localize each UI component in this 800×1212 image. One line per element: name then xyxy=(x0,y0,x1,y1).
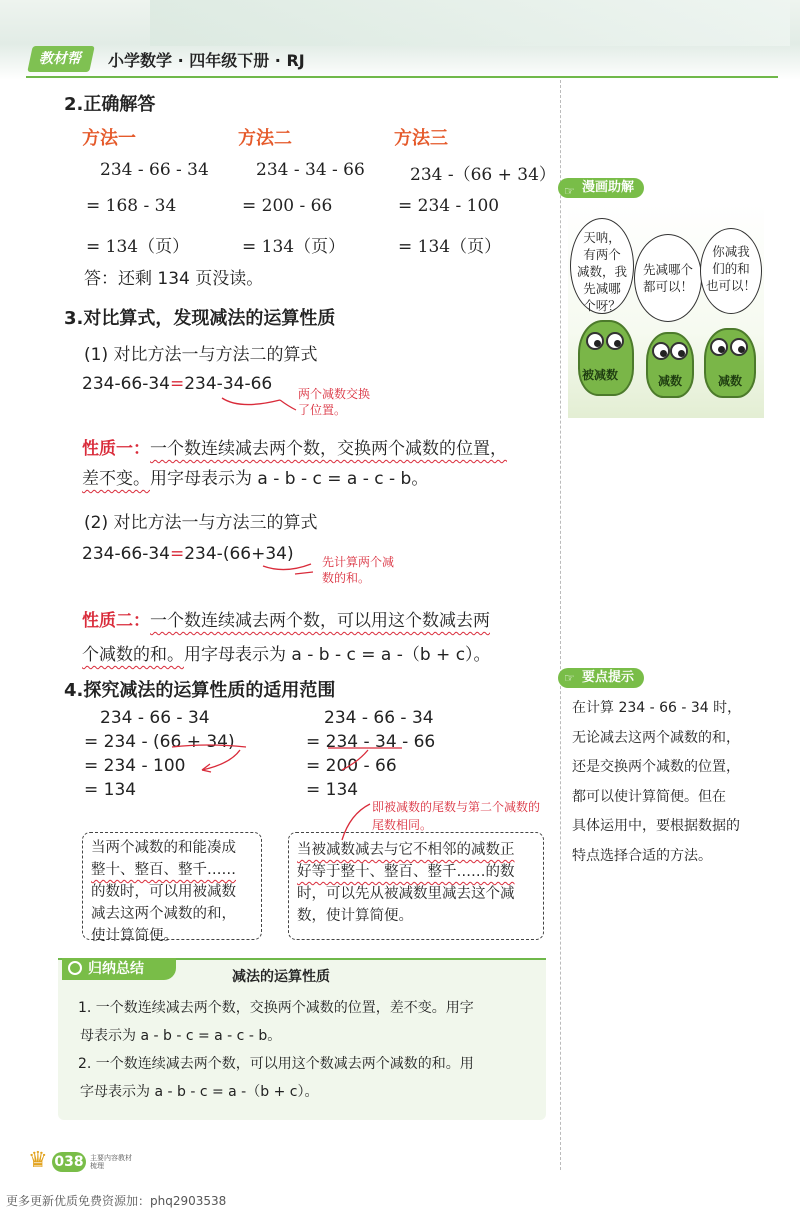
eye-icon xyxy=(710,338,728,356)
property-1-formula: 用字母表示为 a - b - c = a - c - b。 xyxy=(150,469,429,489)
left-underline-arrow xyxy=(150,744,260,778)
example-right-line: = 234 - 34 - 66 xyxy=(306,732,436,752)
pointing-hand-icon: ☞ xyxy=(564,184,575,198)
summary-line: 字母表示为 a - b - c = a -（b + c）。 xyxy=(80,1084,319,1100)
equation-1-left: 234-66-34 xyxy=(82,374,170,394)
speech-bubble-1 xyxy=(570,218,634,314)
key-tip-line: 在计算 234 - 66 - 34 时， xyxy=(572,700,742,716)
key-tip-line: 无论减去这两个减数的和， xyxy=(572,729,740,746)
property-1-label: 性质一： xyxy=(82,439,150,459)
method-1-line-2: = 168 - 34 xyxy=(86,196,177,216)
compare-2-heading: (2) 对比方法一与方法三的算式 xyxy=(84,513,318,533)
summary-tag xyxy=(62,958,176,980)
speech-bubble-2 xyxy=(634,234,702,322)
creature-subtrahend-1 xyxy=(646,332,694,398)
key-tip-line: 具体运用中，要根据数据的 xyxy=(572,818,740,834)
page-number-badge xyxy=(28,1148,138,1176)
property-2-label: 性质二： xyxy=(82,611,150,631)
page-tagline: 主要内容教材梳理 xyxy=(90,1154,132,1170)
right-underline-arrow xyxy=(322,746,412,780)
creature-2-label: 减数 xyxy=(658,374,683,388)
tip-box-left-line: 使计算简便。 xyxy=(91,928,178,944)
note-sum: 先计算两个减数的和。 xyxy=(322,555,395,585)
property-2 xyxy=(82,604,552,672)
eye-icon xyxy=(652,342,670,360)
footer-note: 更多更新优质免费资源加：phq2903538 xyxy=(6,1194,227,1208)
header-decoration xyxy=(150,0,790,46)
section-2-title: 2.正确解答 xyxy=(64,94,156,115)
example-right-line: = 200 - 66 xyxy=(306,756,397,776)
property-1-text-a: 一个数连续减去两个数，交换两个减数的位置， xyxy=(150,439,507,459)
key-tip-line: 都可以使计算简便。但在 xyxy=(572,788,726,805)
tip-box-left-line: 减去这两个减数的和， xyxy=(91,906,236,922)
tip-box-left-line: 整十、整百、整千…… xyxy=(91,862,236,878)
method-3-line-2: = 234 - 100 xyxy=(398,196,500,216)
method-1-title: 方法一 xyxy=(82,128,136,149)
eye-icon xyxy=(606,332,624,350)
example-right-line: 234 - 66 - 34 xyxy=(324,708,434,728)
creature-subtrahend-2 xyxy=(704,328,756,398)
target-icon xyxy=(68,961,82,975)
equation-2-left: 234-66-34 xyxy=(82,544,170,564)
tip-box-left-line: 当两个减数的和能凑成 xyxy=(91,840,236,856)
compare-1-heading: (1) 对比方法一与方法二的算式 xyxy=(84,345,318,365)
summary-line: 1. 一个数连续减去两个数，交换两个减数的位置，差不变。用字 xyxy=(78,1000,474,1016)
summary-tag-label: 归纳总结 xyxy=(88,961,144,977)
section-4-title: 4.探究减法的运算性质的适用范围 xyxy=(64,680,336,701)
key-tip-text xyxy=(572,694,758,871)
equation-2-right: 234-(66+34) xyxy=(184,544,294,564)
comic-tag-label: 漫画助解 xyxy=(582,180,635,195)
tip-box-left-line: 的数时，可以用被减数 xyxy=(91,884,236,900)
column-divider xyxy=(560,80,561,1170)
tip-box-right xyxy=(288,832,544,940)
eye-icon xyxy=(586,332,604,350)
bubble-2-line: 先减哪个 xyxy=(642,262,693,277)
property-2-formula: 用字母表示为 a - b - c = a -（b + c）。 xyxy=(184,645,491,665)
equation-2-equals: = xyxy=(169,544,185,564)
tip-box-left xyxy=(82,832,262,944)
eye-icon xyxy=(730,338,748,356)
tip-box-right-line: 当被减数减去与它不相邻的减数正 xyxy=(297,842,515,858)
equation-1 xyxy=(82,374,272,394)
example-left-line: = 134 xyxy=(84,780,137,800)
example-left-line: = 234 - (66 + 34) xyxy=(84,732,235,752)
page-number: 038 xyxy=(52,1152,86,1172)
tip-box-right-line: 数，使计算简便。 xyxy=(297,908,413,924)
method-2-line-2: = 200 - 66 xyxy=(242,196,333,216)
crown-icon: ♛ xyxy=(28,1148,48,1173)
method-3-line-1: 234 -（66 + 34） xyxy=(410,165,556,185)
key-tip-tag xyxy=(558,668,644,688)
creature-minuend xyxy=(578,320,634,396)
method-3-line-3: = 134（页） xyxy=(398,237,502,257)
method-2-title: 方法二 xyxy=(238,128,292,149)
property-2-text-b: 个减数的和。 xyxy=(82,645,184,665)
brand-logo: 教材帮 xyxy=(27,46,95,72)
comic-tag xyxy=(558,178,644,198)
note-swap: 两个减数交换了位置。 xyxy=(298,387,371,417)
eye-icon xyxy=(670,342,688,360)
book-title: 小学数学 · 四年级下册 · RJ xyxy=(108,51,305,70)
method-1-line-3: = 134（页） xyxy=(86,237,190,257)
key-tip-line: 特点选择合适的方法。 xyxy=(572,847,712,864)
example-right-line: = 134 xyxy=(306,780,359,800)
speech-bubble-3 xyxy=(700,228,762,314)
method-2-line-3: = 134（页） xyxy=(242,237,346,257)
method-2-line-1: 234 - 34 - 66 xyxy=(256,160,365,180)
bubble-1-line: 个呀？ xyxy=(583,298,621,313)
bubble-1-line: 减数，我 xyxy=(576,264,627,279)
section-3-title: 3.对比算式，发现减法的运算性质 xyxy=(64,308,336,329)
creature-1-label: 被减数 xyxy=(582,368,619,382)
bubble-1-line: 有两个 xyxy=(583,247,621,262)
comic-panel xyxy=(568,204,764,418)
property-1-text-b: 差不变。 xyxy=(82,469,150,489)
pointing-hand-icon: ☞ xyxy=(564,671,575,685)
bubble-2-line: 都可以！ xyxy=(642,279,693,294)
method-3-title: 方法三 xyxy=(394,128,448,149)
summary-items xyxy=(78,994,538,1106)
key-tip-line: 还是交换两个减数的位置， xyxy=(572,759,740,775)
bubble-3-line: 你减我 xyxy=(712,244,750,259)
key-tip-tag-label: 要点提示 xyxy=(582,670,635,685)
tip-box-right-line: 好等于整十、整百、整千……的数 xyxy=(297,864,515,880)
summary-line: 母表示为 a - b - c = a - c - b。 xyxy=(80,1028,282,1044)
summary-line: 2. 一个数连续减去两个数，可以用这个数减去两个减数的和。用 xyxy=(78,1056,474,1072)
example-left-line: 234 - 66 - 34 xyxy=(100,708,210,728)
method-1-line-1: 234 - 66 - 34 xyxy=(100,160,209,180)
note-tail-digits: 即被减数的尾数与第二个减数的尾数相同。 xyxy=(372,800,541,832)
tip-box-right-line: 时，可以先从被减数里减去这个减 xyxy=(297,886,515,902)
creature-3-label: 减数 xyxy=(718,374,743,388)
equation-1-equals: = xyxy=(169,374,185,394)
header-divider xyxy=(26,76,778,78)
equation-1-right: 234-34-66 xyxy=(184,374,273,394)
property-1 xyxy=(82,434,552,494)
summary-title: 减法的运算性质 xyxy=(232,969,330,985)
bubble-3-line: 也可以！ xyxy=(705,278,756,293)
bubble-1-line: 先减哪 xyxy=(583,281,621,296)
property-2-text-a: 一个数连续减去两个数，可以用这个数减去两 xyxy=(150,611,490,631)
bubble-3-line: 们的和 xyxy=(712,261,750,276)
example-left-line: = 234 - 100 xyxy=(84,756,186,776)
bubble-1-line: 天呐， xyxy=(583,230,621,245)
answer: 答：还剩 134 页没读。 xyxy=(84,269,264,289)
